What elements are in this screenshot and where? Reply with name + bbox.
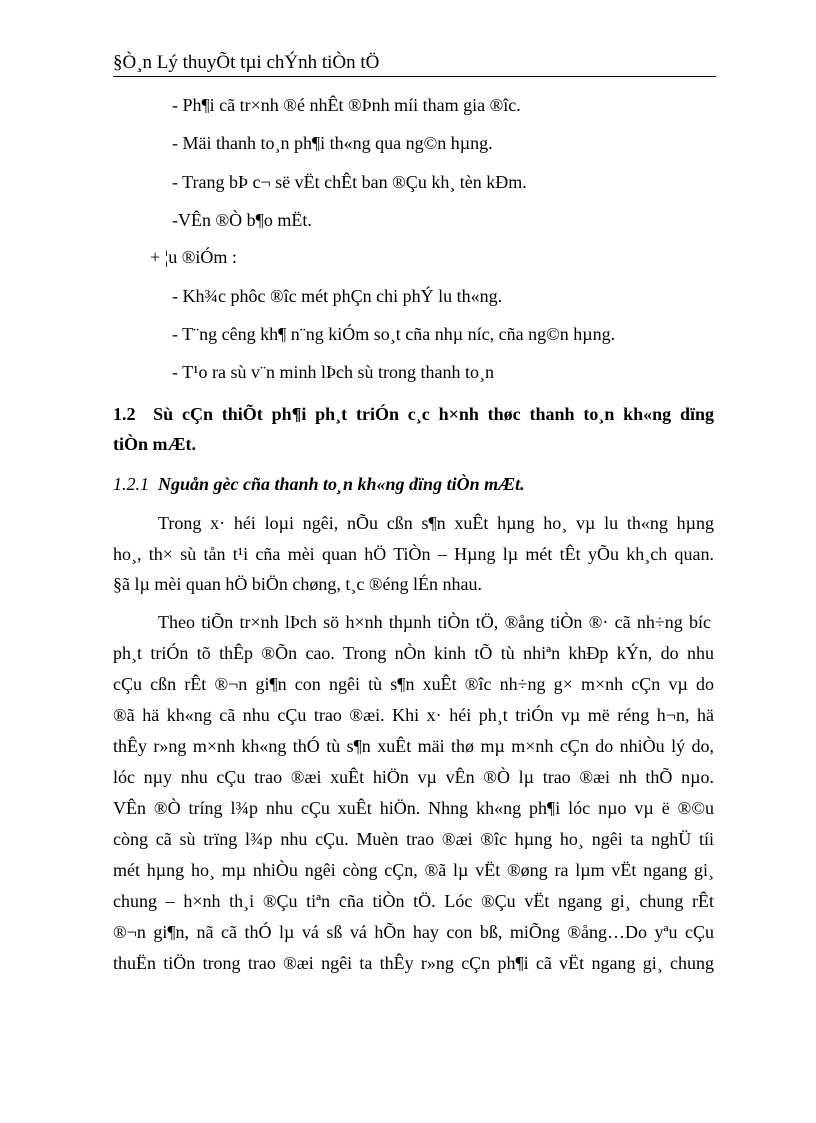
paragraph-line: còng cã sù trïng l¾p nhu cÇu. Muèn trao ®æi ®îc hµng ho¸ ngêi ta nghÜ tíi bbox=[113, 829, 714, 849]
list-item: - Mäi thanh to¸n ph¶i th«ng qua ng©n hµng. bbox=[172, 133, 493, 153]
paragraph-line: lóc nµy nhu cÇu trao ®æi xuÊt hiÖn vµ vÊn ®Ò lµ trao ®æi nh thÕ nµo. bbox=[113, 767, 714, 787]
section-heading bbox=[113, 402, 714, 426]
list-item: - T¨ng cêng kh¶ n¨ng kiÓm so¸t cña nhµ níc, cña ng©n hµng. bbox=[172, 324, 616, 344]
paragraph-line: thuËn tiÖn trong trao ®æi ngêi ta thÊy r»ng cÇn ph¶i cã vËt ngang gi¸ chung bbox=[113, 953, 714, 973]
list-item: - Trang bÞ c¬ së vËt chÊt ban ®Çu kh¸ tèn kÐm. bbox=[172, 172, 527, 192]
paragraph-line: §ã lµ mèi quan hÖ biÖn chøng, t¸c ®éng lÉn nhau. bbox=[113, 574, 482, 594]
section-number: 1.2 bbox=[113, 404, 136, 424]
section-title-continued: tiÒn mÆt. bbox=[113, 434, 196, 454]
advantages-label: + ¦u ®iÓm : bbox=[150, 247, 237, 267]
list-item: -VÊn ®Ò b¶o mËt. bbox=[172, 210, 312, 230]
list-item: - Kh¾c phôc ®îc mét phÇn chi phÝ lu th«ng. bbox=[172, 286, 503, 306]
subsection-heading bbox=[113, 472, 525, 496]
paragraph-line: ®ã hä kh«ng cã nhu cÇu trao ®æi. Khi x· héi ph¸t triÓn vµ më réng h¬n, hä bbox=[113, 705, 714, 725]
subsection-number: 1.2.1 bbox=[113, 474, 149, 494]
paragraph-line: ®¬n gi¶n, nã cã thÓ lµ vá sß vá hÕn hay con bß, miÕng ®ång…Do yªu cÇu bbox=[113, 922, 714, 942]
paragraph-line: ph¸t triÓn tõ thÊp ®Õn cao. Trong nÒn kinh tÕ tù nhiªn khÐp kÝn, do nhu bbox=[113, 643, 714, 663]
paragraph-line: VÊn ®Ò tríng l¾p nhu cÇu xuÊt hiÖn. Nhng kh«ng ph¶i lóc nµo vµ ë ®©u bbox=[113, 798, 714, 818]
paragraph-line: chung – h×nh th¸i ®Çu tiªn cña tiÒn tÖ. Lóc ®Çu vËt ngang gi¸ chung rÊt bbox=[113, 891, 714, 911]
list-item: - Ph¶i cã tr×nh ®é nhÊt ®Þnh míi tham gia ®îc. bbox=[172, 95, 521, 115]
paragraph-line: cÇu cßn rÊt ®¬n gi¶n con ngêi tù s¶n xuÊt ®îc nh÷ng g× m×nh cÇn vµ do bbox=[113, 674, 714, 694]
page-header: §Ò¸n Lý thuyÕt tµi chÝnh tiÒn tÖ bbox=[113, 50, 716, 77]
paragraph-line: thÊy r»ng m×nh kh«ng thÓ tù s¶n xuÊt mäi thø mµ m×nh cÇn do nhiÒu lý do, bbox=[113, 736, 714, 756]
paragraph-line: Theo tiÕn tr×nh lÞch sö h×nh thµnh tiÒn tÖ, ®ång tiÒn ®· cã nh÷ng bíc bbox=[158, 612, 711, 632]
paragraph-line: Trong x· héi loµi ngêi, nÕu cßn s¶n xuÊt hµng ho¸ vµ lu th«ng hµng bbox=[158, 513, 714, 533]
section-title: Sù cÇn thiÕt ph¶i ph¸t triÓn c¸c h×nh thøc thanh to¸n kh«ng dïng bbox=[153, 404, 715, 424]
subsection-title: Nguån gèc cña thanh to¸n kh«ng dïng tiÒn mÆt. bbox=[158, 474, 525, 494]
paragraph-line: mét hµng ho¸ mµ nhiÒu ngêi còng cÇn, ®ã lµ vËt ®øng ra lµm vËt ngang gi¸ bbox=[113, 860, 714, 880]
list-item: - T¹o ra sù v¨n minh lÞch sù trong thanh to¸n bbox=[172, 362, 495, 382]
paragraph-line: ho¸, th× sù tån t¹i cña mèi quan hÖ TiÒn – Hµng lµ mét tÊt yÕu kh¸ch quan. bbox=[113, 544, 714, 564]
